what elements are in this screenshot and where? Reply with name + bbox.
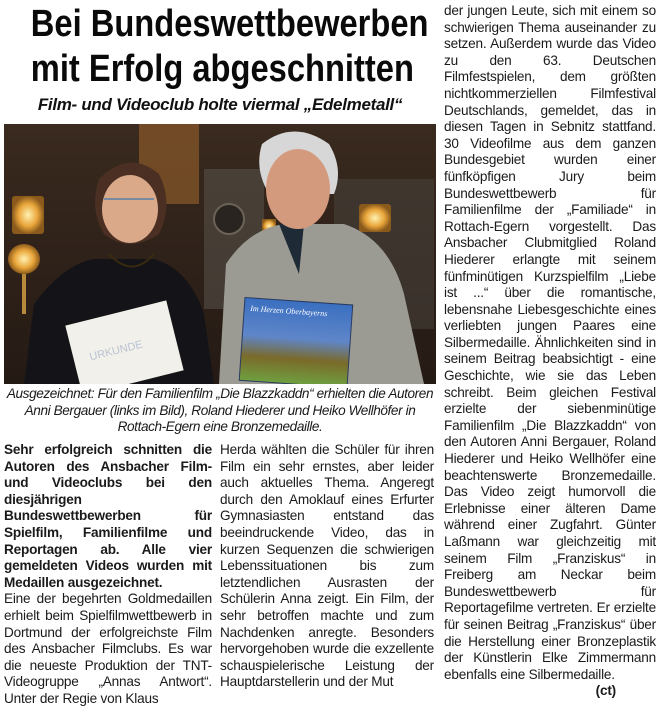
headline-line-1: Bei Bundeswettbewerben xyxy=(30,3,429,45)
wall-plate xyxy=(214,204,244,234)
lead-paragraph: Sehr erfolgreich schnitten die Autoren des Ansbacher Film- und Videoclubs bei den diesjährigen Bundeswettbewerben für Spielfilm, Familienfilme und Reportagen ab. Alle vier gemeldeten Videos wurden mit Medaillen ausgezeichnet. xyxy=(4,442,212,590)
photo-caption: Ausgezeichnet: Für den Familienfilm „Die Blazzkaddn“ erhielten die Autoren Anni Bergauer (links im Bild), Roland Hiederer und Heiko Wellhöfer in Rottach-Egern eine Bronzemedaille. xyxy=(6,386,434,434)
headline-line-2: mit Erfolg abgeschnitten xyxy=(30,48,414,90)
lamp-left-upper xyxy=(12,196,44,234)
column-1-body: Eine der begehrten Goldmedaillen erhielt beim Spielfilmwettbewerb in Dortmund der erfolgreichste Film des Ansbacher Filmclubs. Es war die neueste Produktion der TNT-Videogruppe „Annas Antwort“. Unter der Regie von Klaus xyxy=(4,591,212,706)
headline xyxy=(0,2,440,92)
author-line xyxy=(444,683,656,700)
lamp-stand xyxy=(22,274,26,314)
subheadline: Film- und Videoclub holte viermal „Edelmetall“ xyxy=(37,95,403,114)
certificate-text: URKUNDE xyxy=(88,338,145,364)
author-tag: (ct) xyxy=(595,683,616,699)
column-3-body: der jungen Leute, sich mit einem so schwierigen Thema auseinander zu setzen. Außerdem wurde das Video zu den 63. Deutschen Filmfestspielen, dem größten nichtkommerziellen Filmfestival Deutschlands, gemeldet, das in diesen Tagen in Sebnitz stattfand. 30 Videofilme aus dem ganzen Bundesgebiet wurden einer fünfköpfigen Jury beim Bundeswettbewerb für Familienfilme der „Familiade“ in Rottach-Egern vorgestellt. Das Ansbacher Clubmitglied Roland Hiederer erlangte mit seinem fünfminütigen Kurzspielfilm „Liebe ist ...“ über die romantische, lebensnahe Liebesgeschichte eines verliebten jungen Paares eine Silbermedaille. Ähnlichkeiten sind in seinem Beitrag beabsichtigt - eine Geschichte, wie sie das Leben schreibt. Beim gleichen Festival erzielte der siebenminütige Familienfilm „Die Blazzkaddn“ von den Autoren Anni Bergauer, Roland Hiederer und Heiko Wellhöfer eine beachtenswerte Bronzemedaille. Das Video zeigt humorvoll die Erlebnisse einer älteren Dame während einer Zugfahrt. Günter Laßmann war gleichzeitig mit seinem Film „Franziskus“ in Freiberg am Neckar beim Bundeswettbewerb für Reportagefilme vertreten. Er erzielte für seinen Beitrag „Franziskus“ über die Herstellung einer Bronzeplastik der Künstlerin Elke Zimmermann ebenfalls eine Silbermedaille. xyxy=(444,3,656,682)
photo-illustration xyxy=(4,124,436,384)
column-2 xyxy=(220,442,434,691)
column-1 xyxy=(4,442,212,708)
woman-face xyxy=(102,175,158,243)
lamp-left-lower xyxy=(8,244,40,274)
article-photo xyxy=(4,124,436,384)
column-3 xyxy=(444,3,656,700)
column-2-body: Herda wählten die Schüler für ihren Film ein sehr ernstes, aber leider auch aktuelles Thema. Angeregt durch den Amoklauf eines Erfurter Gymnasiasten entstand das beeindruckende Video, das in kurzen Sequenzen die schwierigen Lebenssituationen bis zum letztendlichen Ausrasten der Schülerin Anna zeigt. Ein Film, der sehr betroffen machte und zum Nachdenken anregte. Besonders hervorgehoben wurde die exzellente schauspielerische Leistung der Hauptdarstellerin und der Mut xyxy=(220,442,434,690)
man-face xyxy=(266,149,330,229)
lamp-right xyxy=(359,204,391,232)
book-title: Im Herzen Oberbayerns xyxy=(249,303,328,319)
